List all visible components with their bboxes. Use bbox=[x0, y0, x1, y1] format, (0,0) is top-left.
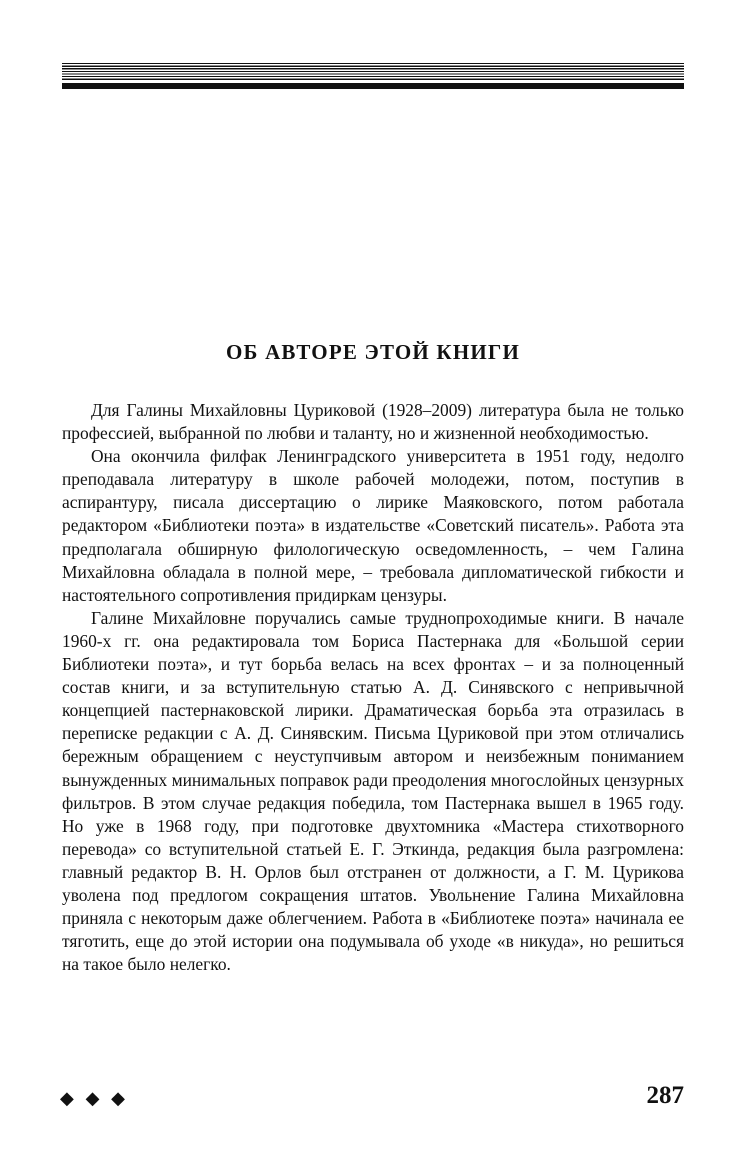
page-title: ОБ АВТОРЕ ЭТОЙ КНИГИ bbox=[226, 340, 520, 364]
page-number: 287 bbox=[646, 1082, 684, 1109]
header-thick-rule bbox=[62, 83, 684, 89]
paragraph-1: Для Галины Михайловны Цуриковой (1928–2009) литература была не только профессией, выбранной по любви и таланту, но и жизненной необходимостью. bbox=[62, 400, 684, 444]
diamond-ornament-icon: ◆ ◆ ◆ bbox=[60, 1088, 128, 1109]
header-decorative-rule bbox=[62, 63, 684, 81]
paragraph-3: Галине Михайловне поручались самые труднопроходимые книги. В начале 1960-х гг. она редактировала том Бориса Пастернака для «Большой серии Библиотеки поэта», и тут борьба велась на всех фронтах – и за полноценный состав книги, и за вступительную статью А. Д. Синявского с непривычной концепцией пастернаковской лирики. Драматическая борьба эта отразилась в переписке редакции с А. Д. Синявским. Письма Цуриковой при этом отличались бережным обращением с неуступчивым автором и неизбежным пониманием вынужденных минимальных поправок ради преодоления многослойных цензурных фильтров. В этом случае редакция победила, том Пастернака вышел в 1965 году. Но уже в 1968 году, при подготовке двухтомника «Мастера стихотворного перевода» со вступительной статьей Е. Г. Эткинда, редакция была разгромлена: главный редактор В. Н. Орлов был отстранен от должности, а Г. М. Цурикова уволена под предлогом сокращения штатов. Увольнение Галина Михайловна приняла с некоторым даже облегчением. Работа в «Библиотеке поэта» начинала ее тяготить, еще до этой истории она подумывала об уходе «в никуда», но решиться на такое было нелегко. bbox=[62, 607, 684, 975]
article-body bbox=[62, 399, 684, 976]
paragraph-2: Она окончила филфак Ленинградского университета в 1951 году, недолго преподавала литературу в школе рабочей молодежи, потом, поступив в аспирантуру, писала диссертацию о лирике Маяковского, потом работала редактором «Библиотеки поэта» в издательстве «Советский писатель». Работа эта предполагала обширную филологическую осведомленность, – чем Галина Михайловна обладала в полной мере, – требовала дипломатической гибкости и настоятельного сопротивления придиркам цензуры. bbox=[62, 446, 684, 605]
